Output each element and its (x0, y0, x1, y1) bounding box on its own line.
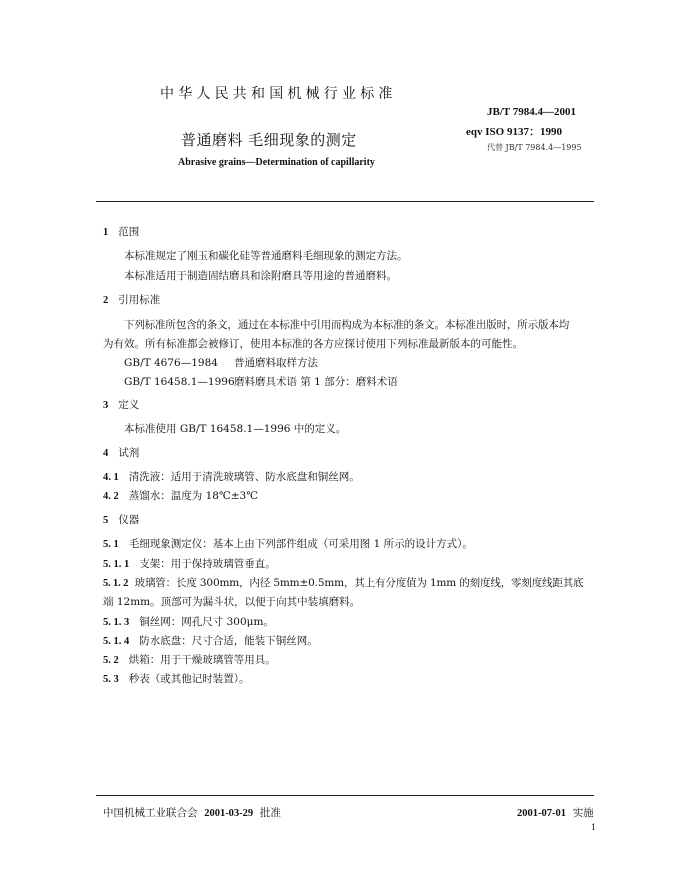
equivalent-standard: eqv ISO 9137：1990 (466, 126, 562, 138)
clause-number: 5. 3 (103, 674, 119, 685)
reference-code: GB/T 4676—1984 (124, 357, 218, 369)
document-title-cn: 普通磨料 毛细现象的测定 (181, 131, 357, 149)
section-title: 仪器 (118, 514, 140, 526)
clause-number: 5. 2 (103, 655, 119, 666)
clause-5-1 (103, 536, 473, 551)
reference-code: GB/T 16458.1—1996 (124, 376, 235, 388)
clause-text: 秒表（或其他记时装置）。 (128, 673, 250, 685)
section-number: 4 (103, 448, 109, 459)
section-number: 3 (103, 400, 109, 411)
clause-5-1-2 (103, 575, 597, 590)
section-number: 5 (103, 515, 109, 526)
standard-code: JB/T 7984.4—2001 (487, 106, 577, 118)
clause-number: 5. 1. 2 (103, 578, 129, 589)
clause-text: 烘箱：用于干燥玻璃管等用具。 (128, 654, 276, 666)
clause-5-1-4 (103, 633, 318, 648)
section-title: 试剂 (118, 447, 140, 459)
clause-number: 4. 1 (103, 472, 119, 483)
section-1-heading (103, 224, 139, 239)
clause-5-2 (103, 652, 276, 667)
reference-item (124, 355, 318, 370)
clause-text: 毛细现象测定仪：基本上由下列部件组成（可采用图 1 所示的设计方式）。 (128, 538, 473, 550)
implementation-date: 2001-07-01 (517, 808, 566, 819)
clause-5-1-3 (103, 614, 274, 629)
clause-text: 支架：用于保持玻璃管垂直。 (139, 558, 276, 570)
clause-continuation: 端 12mm。顶部可为漏斗状，以便于向其中装填磨料。 (103, 596, 361, 608)
clause-5-3 (103, 671, 250, 686)
reference-title: 普通磨料取样方法 (234, 357, 318, 369)
approve-label: 批准 (259, 807, 281, 819)
section-title: 引用标准 (118, 294, 161, 306)
paragraph: 本标准适用于制造固结磨具和涂附磨具等用途的普通磨料。 (124, 270, 397, 282)
paragraph: 本标准使用 GB/T 16458.1—1996 中的定义。 (124, 423, 347, 435)
reference-title: 磨料磨具术语 第 1 部分：磨料术语 (234, 376, 398, 388)
clause-number: 5. 1. 4 (103, 636, 130, 647)
section-5-heading (103, 512, 139, 527)
clause-4-1 (103, 469, 360, 484)
document-title-en: Abrasive grains—Determination of capillarity (178, 157, 375, 168)
page-number: 1 (591, 823, 597, 832)
clause-text: 铜丝网：网孔尺寸 300μm。 (139, 616, 274, 628)
clause-number: 5. 1. 3 (103, 617, 130, 628)
implementation-info (517, 805, 594, 820)
section-title: 范围 (118, 226, 140, 238)
section-4-heading (103, 445, 139, 460)
clause-4-2 (103, 488, 258, 503)
footer-divider (96, 795, 594, 796)
clause-number: 4. 2 (103, 491, 119, 502)
replaces-standard: 代替 JB/T 7984.4—1995 (487, 143, 582, 152)
clause-text: 清洗液：适用于清洗玻璃管、防水底盘和铜丝网。 (128, 471, 360, 483)
reference-item (124, 374, 398, 389)
paragraph: 为有效。所有标准都会被修订，使用本标准的各方应探讨使用下列标准最新版本的可能性。 (103, 338, 523, 350)
issuing-ministry: 中华人民共和国机械行业标准 (160, 86, 397, 102)
section-title: 定义 (118, 399, 140, 411)
section-2-heading (103, 292, 160, 307)
header-divider (96, 201, 594, 202)
clause-5-1-1 (103, 556, 276, 571)
clause-text: 防水底盘：尺寸合适，能装下铜丝网。 (139, 635, 318, 647)
implementation-label: 实施 (572, 807, 594, 819)
approver: 中国机械工业联合会 (103, 807, 198, 819)
clause-text: 玻璃管：长度 300mm，内径 5mm±0.5mm，其上有分度值为 1mm 的刻度线，零刻度线距其底 (134, 577, 584, 589)
clause-number: 5. 1. 1 (103, 559, 130, 570)
approve-date: 2001-03-29 (204, 808, 254, 819)
approval-info (103, 805, 281, 820)
section-number: 2 (103, 295, 109, 306)
clause-number: 5. 1 (103, 539, 119, 550)
paragraph: 下列标准所包含的条文，通过在本标准中引用而构成为本标准的条文。本标准出版时，所示版本均 (124, 319, 570, 331)
paragraph: 本标准规定了刚玉和碳化硅等普通磨料毛细现象的测定方法。 (124, 250, 408, 262)
section-number: 1 (103, 227, 109, 238)
section-3-heading (103, 397, 139, 412)
clause-text: 蒸馏水：温度为 18℃±3℃ (128, 490, 258, 502)
